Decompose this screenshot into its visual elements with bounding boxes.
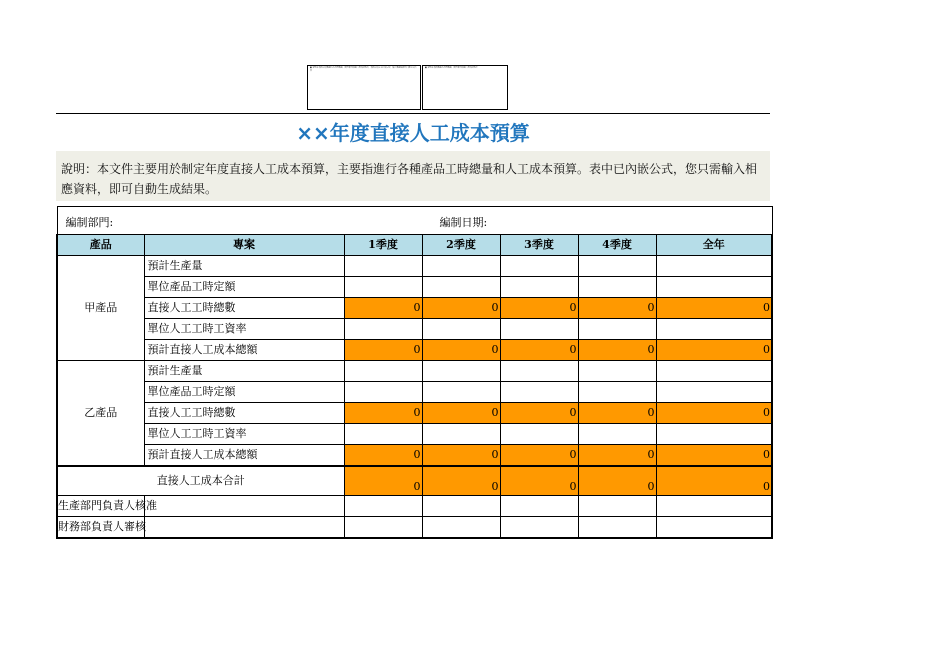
value-cell[interactable]: [422, 361, 500, 382]
item-label: 直接人工工時總數: [144, 403, 344, 424]
description-box: 說明：本文件主要用於制定年度直接人工成本預算，主要指進行各種產品工時總量和人工成本預算。表中已內嵌公式，您只需輸入相應資料，即可自動生成結果。: [56, 151, 770, 201]
item-label: 單位產品工時定額: [144, 382, 344, 403]
value-cell[interactable]: 0: [500, 445, 578, 467]
meta-cell: [57, 207, 772, 235]
value-cell[interactable]: [500, 319, 578, 340]
total-label: 直接人工成本合計: [57, 466, 344, 496]
header-item: 專案: [144, 235, 344, 256]
item-label: 直接人工工時總數: [144, 298, 344, 319]
value-cell[interactable]: [344, 424, 422, 445]
value-cell[interactable]: 0: [578, 340, 656, 361]
value-cell[interactable]: [500, 424, 578, 445]
header-product: 產品: [57, 235, 144, 256]
value-cell[interactable]: [422, 256, 500, 277]
table-row: [57, 277, 772, 298]
signoff-cell[interactable]: [344, 496, 422, 517]
page-title: ××年度直接人工成本預算: [296, 121, 530, 145]
table-row: [57, 340, 772, 361]
header-q3: 3季度: [500, 235, 578, 256]
total-value-cell[interactable]: 0: [578, 466, 656, 496]
value-cell[interactable]: [656, 361, 772, 382]
header-row: [57, 235, 772, 256]
value-cell[interactable]: 0: [344, 445, 422, 467]
thumbnail-text: ■ 說明本表格中的數據均為示例數據，使用者可根據自身情況修改，表格中的公式已設定好，輸入數據後即可自動生成結果: [310, 67, 417, 72]
value-cell[interactable]: [344, 319, 422, 340]
value-cell[interactable]: 0: [656, 445, 772, 467]
table-row: [57, 256, 772, 277]
thumbnail-text: ■ 說明本表格數據為示例數據，使用者可根據自身情況修改: [425, 67, 478, 69]
item-label: 預計直接人工成本總額: [144, 445, 344, 467]
value-cell[interactable]: [500, 361, 578, 382]
value-cell[interactable]: [656, 256, 772, 277]
item-label: 預計直接人工成本總額: [144, 340, 344, 361]
table-row: [57, 319, 772, 340]
value-cell[interactable]: [344, 382, 422, 403]
signoff-cell[interactable]: [144, 517, 344, 539]
value-cell[interactable]: 0: [500, 298, 578, 319]
value-cell[interactable]: [422, 277, 500, 298]
value-cell[interactable]: 0: [422, 298, 500, 319]
prepared-dept-label: 編制部門:: [65, 216, 114, 229]
value-cell[interactable]: [422, 382, 500, 403]
signoff-cell[interactable]: [656, 496, 772, 517]
meta-row: [57, 207, 772, 235]
value-cell[interactable]: 0: [578, 298, 656, 319]
table-row: [57, 424, 772, 445]
value-cell[interactable]: [656, 277, 772, 298]
item-label: 單位人工工時工資率: [144, 319, 344, 340]
signoff-cell[interactable]: [422, 517, 500, 539]
header-q1: 1季度: [344, 235, 422, 256]
value-cell[interactable]: [578, 256, 656, 277]
value-cell[interactable]: [500, 382, 578, 403]
total-value-cell[interactable]: 0: [422, 466, 500, 496]
value-cell[interactable]: [656, 319, 772, 340]
value-cell[interactable]: 0: [500, 340, 578, 361]
header-q4: 4季度: [578, 235, 656, 256]
signoff-cell[interactable]: [656, 517, 772, 539]
table-row: [57, 361, 772, 382]
value-cell[interactable]: [578, 319, 656, 340]
value-cell[interactable]: 0: [422, 340, 500, 361]
item-label: 單位產品工時定額: [144, 277, 344, 298]
total-value-cell[interactable]: 0: [500, 466, 578, 496]
value-cell[interactable]: 0: [656, 340, 772, 361]
thumbnail-preview-2[interactable]: [422, 65, 508, 110]
signoff-cell[interactable]: [344, 517, 422, 539]
total-value-cell[interactable]: 0: [656, 466, 772, 496]
value-cell[interactable]: [500, 277, 578, 298]
item-label: 預計生產量: [144, 256, 344, 277]
product-name: 甲產品: [57, 256, 144, 361]
signoff-row: [57, 496, 772, 517]
value-cell[interactable]: [578, 382, 656, 403]
template-thumbnails: [307, 65, 507, 109]
value-cell[interactable]: 0: [344, 340, 422, 361]
value-cell[interactable]: [344, 256, 422, 277]
value-cell[interactable]: [656, 424, 772, 445]
value-cell[interactable]: [422, 319, 500, 340]
table-row: [57, 445, 772, 467]
value-cell[interactable]: 0: [578, 403, 656, 424]
product-name: 乙產品: [57, 361, 144, 467]
prepared-date-label: 編制日期:: [439, 216, 488, 229]
signoff-cell[interactable]: [578, 496, 656, 517]
value-cell[interactable]: [578, 361, 656, 382]
table-row: [57, 298, 772, 319]
budget-table: [56, 206, 773, 539]
value-cell[interactable]: 0: [656, 403, 772, 424]
item-label: 單位人工工時工資率: [144, 424, 344, 445]
total-row: [57, 466, 772, 496]
item-label: 預計生產量: [144, 361, 344, 382]
signoff-cell[interactable]: [578, 517, 656, 539]
signoff-row: [57, 517, 772, 539]
signoff-cell[interactable]: [144, 496, 344, 517]
value-cell[interactable]: 0: [422, 445, 500, 467]
value-cell[interactable]: [344, 361, 422, 382]
value-cell[interactable]: [578, 424, 656, 445]
value-cell[interactable]: [578, 277, 656, 298]
signoff-label: 財務部負責人審核: [57, 517, 144, 539]
value-cell[interactable]: [344, 277, 422, 298]
header-year: 全年: [656, 235, 772, 256]
header-divider: [56, 113, 770, 114]
value-cell[interactable]: 0: [500, 403, 578, 424]
signoff-cell[interactable]: [422, 496, 500, 517]
header-q2: 2季度: [422, 235, 500, 256]
value-cell[interactable]: 0: [344, 298, 422, 319]
value-cell[interactable]: [422, 424, 500, 445]
value-cell[interactable]: 0: [422, 403, 500, 424]
value-cell[interactable]: [656, 382, 772, 403]
value-cell[interactable]: 0: [578, 445, 656, 467]
value-cell[interactable]: 0: [656, 298, 772, 319]
table-row: [57, 382, 772, 403]
value-cell[interactable]: 0: [344, 403, 422, 424]
signoff-cell[interactable]: [500, 496, 578, 517]
value-cell[interactable]: [500, 256, 578, 277]
signoff-cell[interactable]: [500, 517, 578, 539]
table-row: [57, 403, 772, 424]
thumbnail-preview-1[interactable]: [307, 65, 421, 110]
signoff-label: 生產部門負責人核准: [57, 496, 144, 517]
total-value-cell[interactable]: 0: [344, 466, 422, 496]
